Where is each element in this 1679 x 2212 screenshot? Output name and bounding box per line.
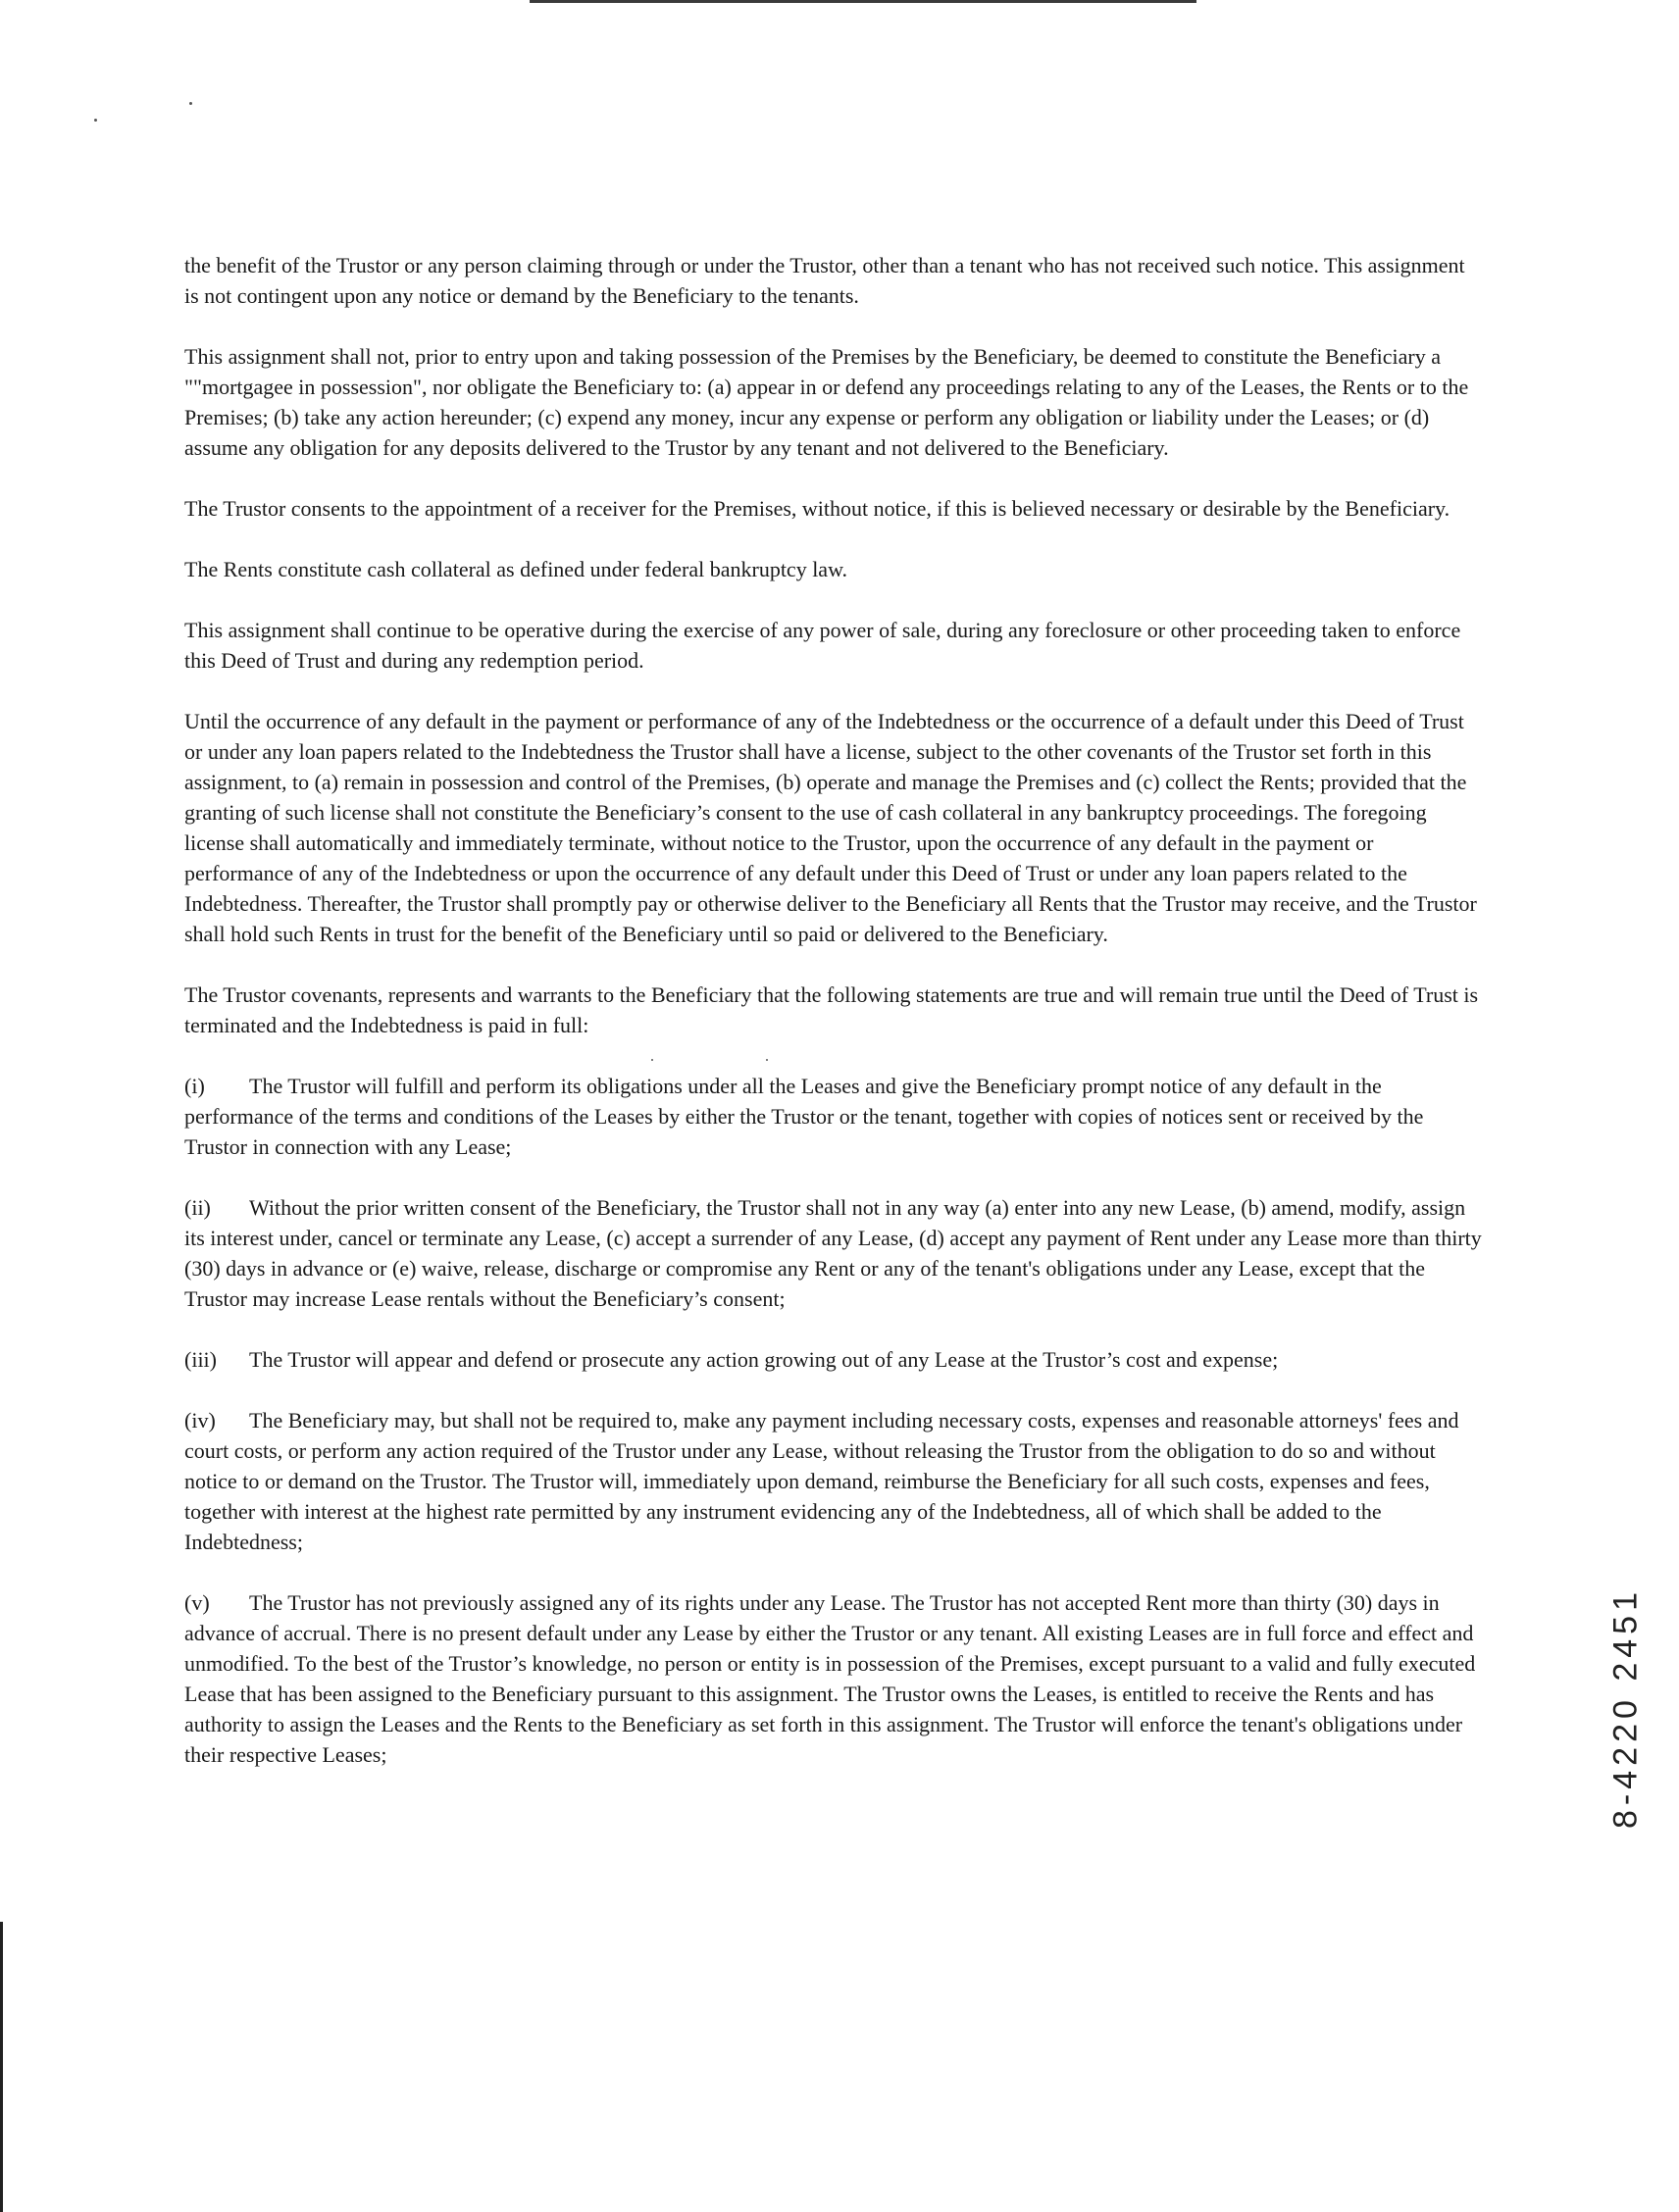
item-text: The Trustor will fulfill and perform its obligations under all the Leases and give the Beneficiary prompt notice of any default in the performance of the terms and conditions of the Leases by either the Trustor or the tenant, together with copies of notices sent or received by the Trustor in connection with any Lease;: [184, 1074, 1424, 1159]
covenant-item: [184, 1192, 1484, 1314]
scan-left-edge: [0, 1922, 3, 2212]
item-text: Without the prior written consent of the Beneficiary, the Trustor shall not in any way (a) enter into any new Lease, (b) amend, modify, assign its interest under, cancel or terminate any Lease, (c) accept a surrender of any Lease, (d) accept any payment of Rent under any Lease more than thirty (30) days in advance or (e) waive, release, discharge or compromise any Rent or any of the tenant's obligations under any Lease, except that the Trustor may increase Lease rentals without the Beneficiary’s consent;: [184, 1195, 1482, 1311]
item-number: (ii): [184, 1195, 211, 1220]
item-number: (v): [184, 1590, 210, 1615]
paragraph: This assignment shall not, prior to entry upon and taking possession of the Premises by the Beneficiary, be deemed to constitute the Beneficiary a ""mortgagee in possession", nor obligate the Beneficiary to: (a) appear in or defend any proceedings relating to any of the Leases, the Rents or to the Premises; (b) take any action hereunder; (c) expend any money, incur any expense or perform any obligation or liability under the Leases; or (d) assume any obligation for any deposits delivered to the Trustor by any tenant and not delivered to the Beneficiary.: [184, 344, 1469, 460]
document-body: [184, 250, 1484, 1800]
item-text: The Trustor has not previously assigned any of its rights under any Lease. The Trustor has not accepted Rent more than thirty (30) days in advance of accrual. There is no present default under any Lease by either the Trustor or any tenant. All existing Leases are in full force and effect and unmodified. To the best of the Trustor’s knowledge, no person or entity is in possession of the Premises, except pursuant to a valid and fully executed Lease that has been assigned to the Beneficiary pursuant to this assignment. The Trustor owns the Leases, is entitled to receive the Rents and has authority to assign the Leases and the Rents to the Beneficiary as set forth in this assignment. The Trustor will enforce the tenant's obligations under their respective Leases;: [184, 1590, 1476, 1767]
item-text: The Beneficiary may, but shall not be required to, make any payment including necessary costs, expenses and reasonable attorneys' fees and court costs, or perform any action required of the Trustor under any Lease, without releasing the Trustor from the obligation to do so and without notice to or demand on the Trustor. The Trustor will, immediately upon demand, reimburse the Beneficiary for all such costs, expenses and fees, together with interest at the highest rate permitted by any instrument evidencing any of the Indebtedness, all of which shall be added to the Indebtedness;: [184, 1408, 1459, 1554]
item-number: (i): [184, 1074, 205, 1098]
recording-number: 8-4220 2451: [1606, 1587, 1645, 1829]
scan-speck: [189, 102, 192, 105]
item-number: (iv): [184, 1408, 216, 1433]
covenant-item: [184, 1344, 1484, 1375]
scan-edge-line: [530, 0, 1196, 3]
paragraph: The Trustor consents to the appointment of a receiver for the Premises, without notice, if this is believed necessary or desirable by the Beneficiary.: [184, 496, 1450, 521]
paragraph: Until the occurrence of any default in the payment or performance of any of the Indebtedness or the occurrence of a default under this Deed of Trust or under any loan papers related to the Indebtedness the Trustor shall have a license, subject to the other covenants of the Trustor set forth in this assignment, to (a) remain in possession and control of the Premises, (b) operate and manage the Premises and (c) collect the Rents; provided that the granting of such license shall not constitute the Beneficiary’s consent to the use of cash collateral in any bankruptcy proceedings. The foregoing license shall automatically and immediately terminate, without notice to the Trustor, upon the occurrence of any default in the payment or performance of any of the Indebtedness or upon the occurrence of any default under this Deed of Trust or under any loan papers related to the Indebtedness. Thereafter, the Trustor shall promptly pay or otherwise deliver to the Beneficiary all Rents that the Trustor may receive, and the Trustor shall hold such Rents in trust for the benefit of the Beneficiary until so paid or delivered to the Beneficiary.: [184, 709, 1477, 946]
covenant-item: [184, 1587, 1484, 1770]
item-number: (iii): [184, 1347, 217, 1372]
covenant-item: [184, 1405, 1484, 1557]
paragraph: This assignment shall continue to be operative during the exercise of any power of sale, during any foreclosure or other proceeding taken to enforce this Deed of Trust and during any redemption period.: [184, 618, 1461, 673]
paragraph: The Rents constitute cash collateral as defined under federal bankruptcy law.: [184, 557, 848, 581]
covenant-item: [184, 1071, 1484, 1162]
paragraph: the benefit of the Trustor or any person claiming through or under the Trustor, other than a tenant who has not received such notice. This assignment is not contingent upon any notice or demand by the Beneficiary to the tenants.: [184, 253, 1465, 308]
paragraph: The Trustor covenants, represents and warrants to the Beneficiary that the following statements are true and will remain true until the Deed of Trust is terminated and the Indebtedness is paid in full:: [184, 982, 1479, 1037]
recording-number-stamp: [1606, 1581, 1646, 1835]
item-text: The Trustor will appear and defend or prosecute any action growing out of any Lease at the Trustor’s cost and expense;: [249, 1347, 1279, 1372]
scan-speck: [94, 119, 97, 122]
